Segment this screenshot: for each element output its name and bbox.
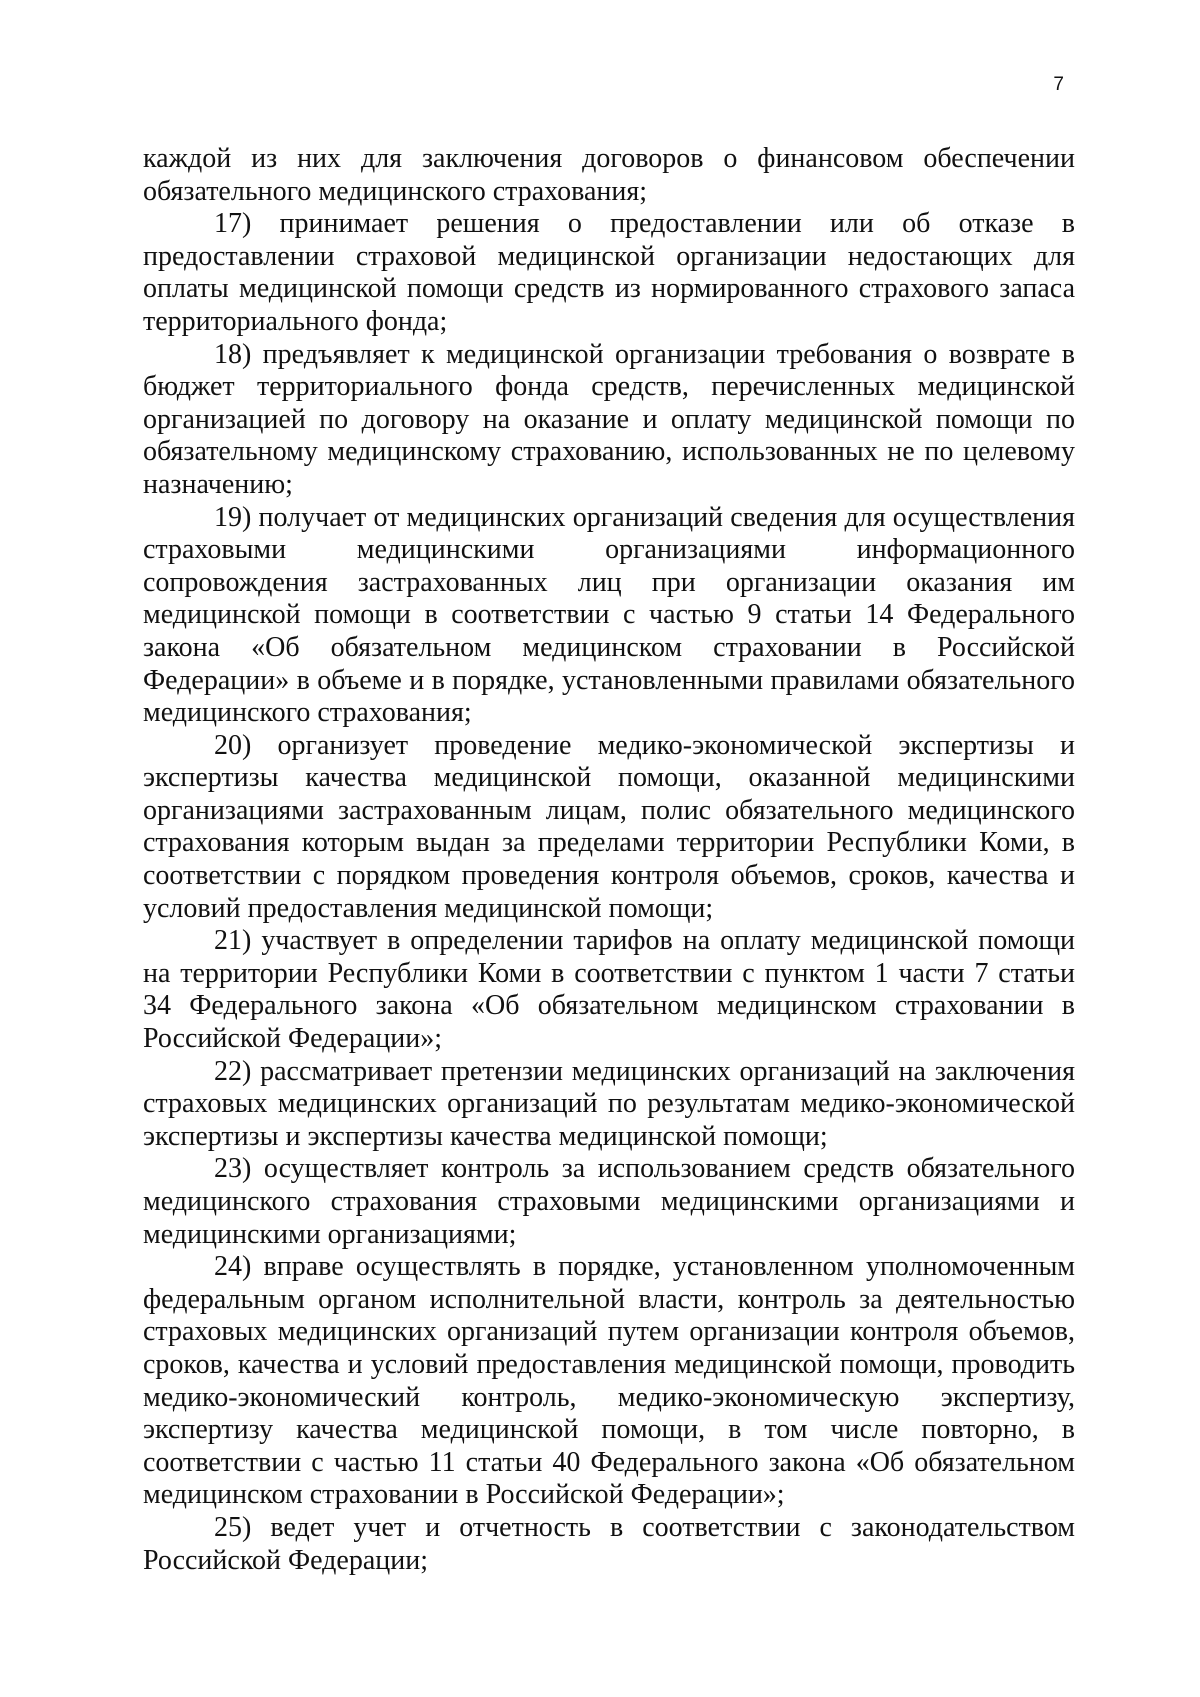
paragraph-item-19: 19) получает от медицинских организаций сведения для осуществления страховыми медицинскими организациями информационного сопровождения застрахованных лиц при организации оказания им медицинской помощи в соответствии с частью 9 статьи 14 Федерального закона «Об обязательном медицинском страховании в Российской Федерации» в объеме и в порядке, установленными правилами обязательного медицинского страхования; bbox=[143, 501, 1075, 729]
paragraph-item-17: 17) принимает решения о предоставлении или об отказе в предоставлении страховой медицинской организации недостающих для оплаты медицинской помощи средств из нормированного страхового запаса территориального фонда; bbox=[143, 208, 1075, 337]
paragraph-item-18: 18) предъявляет к медицинской организации требования о возврате в бюджет территориального фонда средств, перечисленных медицинской организацией по договору на оказание и оплату медицинской помощи по обязательному медицинскому страхованию, использованных не по целевому назначению; bbox=[143, 338, 1075, 500]
paragraph-item-20: 20) организует проведение медико-экономической экспертизы и экспертизы качества медицинской помощи, оказанной медицинскими организациями застрахованным лицам, полис обязательного медицинского страхования которым выдан за пределами территории Республики Коми, в соответствии с порядком проведения контроля объемов, сроков, качества и условий предоставления медицинской помощи; bbox=[143, 729, 1075, 924]
paragraph-item-21: 21) участвует в определении тарифов на оплату медицинской помощи на территории Республики Коми в соответствии с пунктом 1 части 7 статьи 34 Федерального закона «Об обязательном медицинском страховании в Российской Федерации»; bbox=[143, 925, 1075, 1055]
page-number: 7 bbox=[1053, 74, 1064, 95]
paragraph-item-22: 22) рассматривает претензии медицинских организаций на заключения страховых медицинских организаций по результатам медико-экономической экспертизы и экспертизы качества медицинской помощи; bbox=[143, 1055, 1075, 1152]
document-body bbox=[143, 143, 1075, 1577]
paragraph-item-25: 25) ведет учет и отчетность в соответствии с законодательством Российской Федерации; bbox=[143, 1511, 1075, 1576]
paragraph-continuation: каждой из них для заключения договоров о финансовом обеспечении обязательного медицинского страхования; bbox=[143, 143, 1075, 207]
paragraph-item-24: 24) вправе осуществлять в порядке, установленном уполномоченным федеральным органом исполнительной власти, контроль за деятельностью страховых медицинских организаций путем организации контроля объемов, сроков, качества и условий предоставления медицинской помощи, проводить медико-экономический контроль, медико-экономическую экспертизу, экспертизу качества медицинской помощи, в том числе повторно, в соответствии с частью 11 статьи 40 Федерального закона «Об обязательном медицинском страховании в Российской Федерации»; bbox=[143, 1251, 1075, 1511]
paragraph-item-23: 23) осуществляет контроль за использованием средств обязательного медицинского страхования страховыми медицинскими организациями и медицинскими организациями; bbox=[143, 1153, 1075, 1250]
